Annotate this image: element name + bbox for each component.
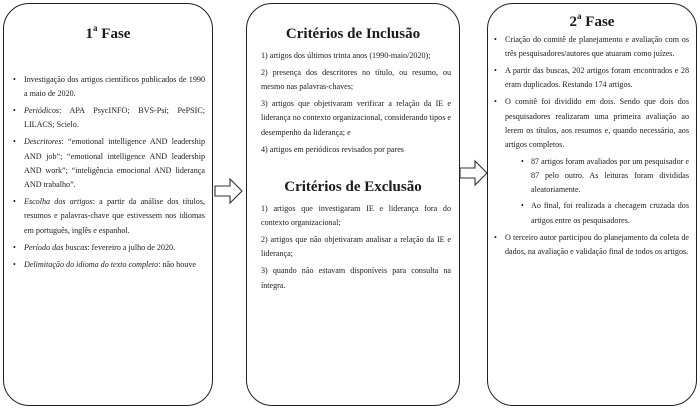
item-label: Escolha dos artigos	[24, 197, 93, 207]
item-label: Delimitação do idioma do texto completo	[24, 259, 159, 269]
exclusion-item: 3) quando não estavam disponíveis para consulta na íntegra.	[261, 266, 451, 290]
phase-1-item	[13, 258, 205, 272]
phase-1-list	[13, 73, 205, 272]
item-text: : não houve	[158, 259, 196, 269]
phase-2-title-ordinal: a	[577, 11, 582, 21]
phase-2-title-number: 2	[569, 14, 578, 30]
right-arrow-icon	[214, 176, 244, 206]
exclusion-item: 1) artigos que investigaram IE e liderança fora do contexto organizacional;	[261, 203, 451, 228]
phase-1-title	[4, 24, 212, 43]
item-text: : fevereiro a julho de 2020.	[87, 242, 176, 252]
phase-2-list	[494, 33, 689, 259]
item-text: : APA PsycINFO; BVS-Psi; PePSIC; LILACS; Scielo.	[24, 106, 205, 130]
exclusion-criteria-list	[251, 202, 451, 293]
inclusion-item: 2) presença dos descritores no título, ou resumo, ou mesmo nas palavras-chaves;	[261, 67, 451, 92]
phase-2-item	[494, 95, 689, 228]
item-text: Criação do comitê de planejamento e avaliação com os três pesquisadores/autores que atuaram como juízes.	[505, 35, 689, 59]
phase-2-item	[494, 64, 689, 93]
inclusion-item: 4) artigos em periódicos revisados por pares	[261, 144, 404, 154]
phase-2-item	[494, 33, 689, 62]
exclusion-item: 2) artigos que não objetivaram analisar a relação da IE e liderança;	[261, 235, 451, 259]
phase-1-item	[13, 135, 205, 192]
item-text: : “emotional intelligence AND leadership AND job”; “emotional intelligence AND leadership AND work”; “inteligência emocional AND liderança AND trabalho”.	[24, 137, 205, 190]
item-text: A partir das buscas, 202 artigos foram encontrados e 28 eram duplicados. Restando 174 artigos.	[505, 66, 689, 90]
item-text: O comitê foi dividido em dois. Sendo que dois dos pesquisadores realizaram uma primeira avaliação ao lerem os títulos, aos resumos e, quando necessário, aos artigos completos.	[505, 97, 689, 150]
item-text: O terceiro autor participou do planejamento da coleta de dados, na avaliação e validação final de todos os artigos.	[505, 232, 689, 256]
criteria-box	[246, 3, 460, 406]
phase-2-box	[487, 3, 697, 406]
phase-1-title-word: Fase	[101, 26, 131, 42]
item-label: Periódicos	[24, 106, 60, 116]
phase-1-title-ordinal: a	[93, 23, 98, 33]
inclusion-item: 3) artigos que objetivaram verificar a relação da IE e liderança no contexto organizacional, considerando tipos e desempenho da liderança; e	[261, 99, 451, 137]
item-label: Descritores	[24, 137, 62, 147]
phase-1-title-number: 1	[85, 26, 94, 42]
item-text: Investigação dos artigos científicos publicados de 1990 a maio de 2020.	[24, 75, 205, 99]
phase-2-subitem: • Ao final, foi realizada a checagem cruzada dos artigos entre os pesquisadores.	[521, 199, 689, 228]
inclusion-criteria-title: Critérios de Inclusão	[285, 26, 421, 42]
phase-2-subitem: • 87 artigos foram avaliados por um pesquisador e 87 pelo outro. As leituras foram divididas aleatoriamente.	[521, 155, 689, 198]
phase-2-sublist	[505, 155, 689, 228]
phase-1-item	[13, 195, 205, 238]
item-text: : a partir da análise dos títulos, resumos e palavras-chave que estivessem nos idiomas em português, inglês e espanhol.	[24, 197, 205, 235]
phase-1-box	[3, 3, 213, 406]
phase-1-item	[13, 104, 205, 133]
inclusion-item: 1) artigos dos últimos trinta anos (1990-maio/2020);	[261, 51, 431, 60]
phase-2-title-word: Fase	[585, 14, 615, 30]
right-arrow-icon	[459, 158, 489, 188]
inclusion-criteria-list	[251, 49, 451, 157]
phase-2-title	[488, 12, 696, 31]
phase-1-item	[13, 73, 205, 102]
item-label: Período das buscas	[24, 242, 88, 252]
phase-2-item	[494, 231, 689, 260]
phase-1-item	[13, 241, 205, 255]
exclusion-criteria-title: Critérios de Exclusão	[284, 178, 422, 195]
